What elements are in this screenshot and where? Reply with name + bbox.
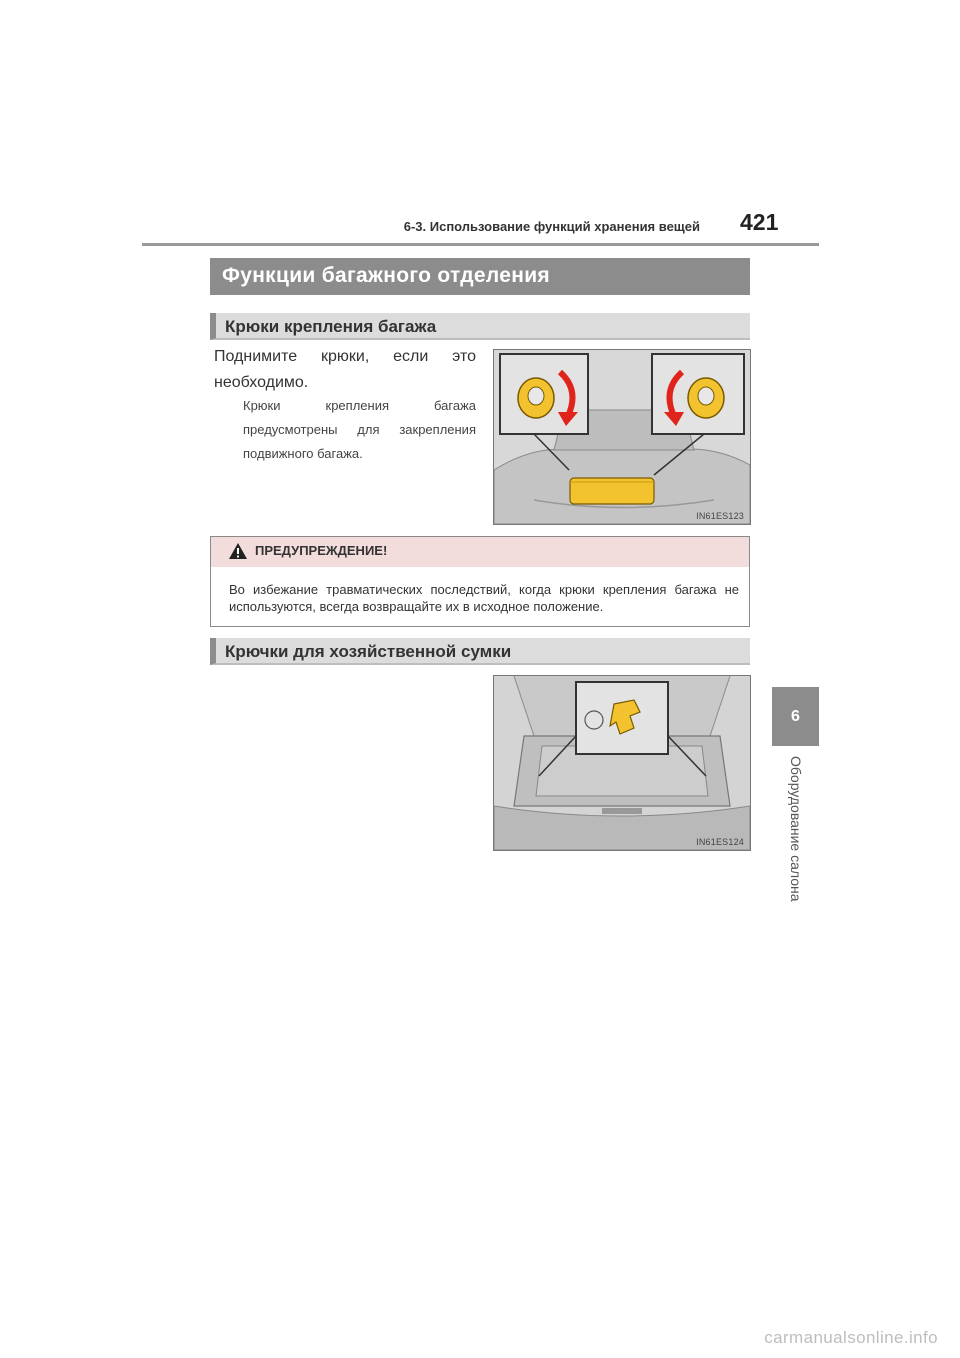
section-title-luggage-hooks: Крюки крепления багажа [210,313,750,340]
chapter-title-vertical [772,756,819,906]
image-code: IN61ES124 [696,837,744,847]
warning-title: ПРЕДУПРЕЖДЕНИЕ! [255,543,388,558]
luggage-hooks-illustration [493,349,751,525]
warning-icon [228,542,248,560]
section-title-shopping-bag-hooks: Крючки для хозяйственной сумки [210,638,750,665]
chapter-tab[interactable] [772,687,819,746]
warning-box [210,536,750,627]
page-number: 421 [740,209,779,235]
chapter-number: 6 [791,707,800,725]
note-text: Крюки крепления багажа предусмотрены для закрепления подвижного багажа. [243,398,476,461]
header-divider [142,243,819,246]
lead-text: Поднимите крюки, если это необходимо. [214,348,476,391]
watermark: carmanualsonline.info [764,1328,938,1347]
shopping-bag-hooks-illustration [493,675,751,851]
chapter-title: Оборудование салона [787,756,804,902]
section-header: 6-3. Использование функций хранения вещей [403,219,700,234]
warning-header [211,537,749,567]
warning-text: Во избежание травматических последствий, когда крюки крепления багажа не используются, всегда возвращайте их в исходное положение. [229,582,739,614]
page-title: Функции багажного отделения [210,258,750,295]
image-code: IN61ES123 [696,511,744,521]
